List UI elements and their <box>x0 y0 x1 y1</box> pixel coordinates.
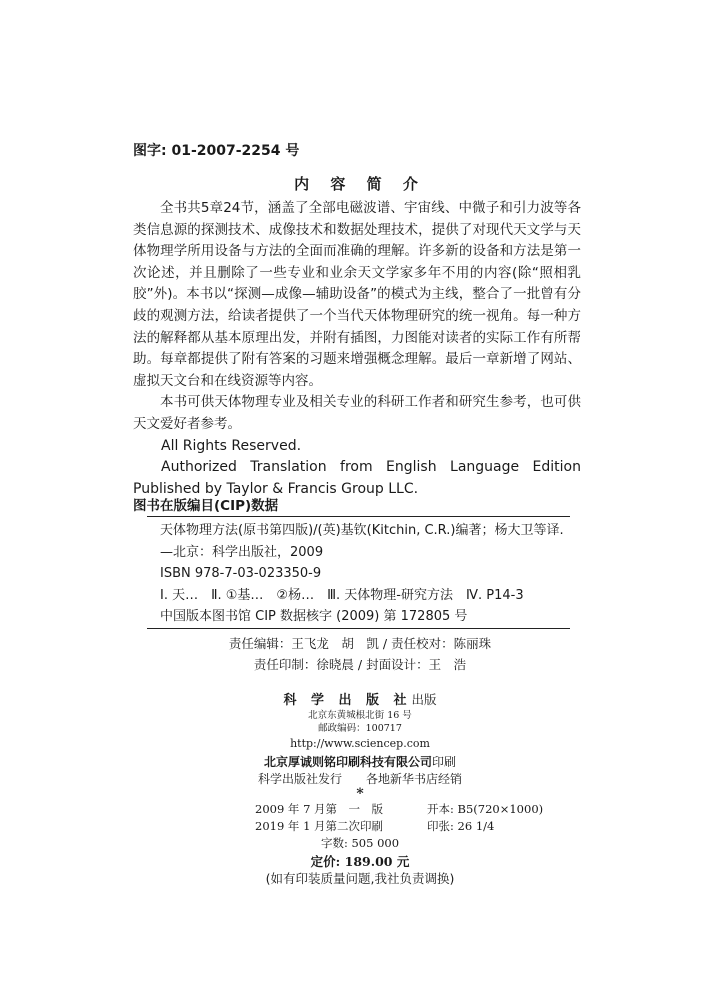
cip-line: —北京：科学出版社，2009 <box>160 544 324 560</box>
format-info: 开本: B5(720×1000) <box>427 802 544 816</box>
summary-block <box>133 198 581 500</box>
quality-note: (如有印装质量问题,我社负责调换) <box>265 871 455 886</box>
authorized-translation: Authorized Translation from English Language Edition Published by Taylor & Francis Group LLC. <box>133 459 581 497</box>
publisher-block <box>0 690 720 800</box>
rights-statement: All Rights Reserved. <box>161 437 302 454</box>
distribution-retailer: 各地新华书店经销 <box>366 772 463 786</box>
publisher-address: 北京东黄城根北街 16 号 <box>308 710 412 721</box>
publisher-name: 科 学 出 版 社 <box>283 693 412 708</box>
cip-top-rule <box>147 516 570 517</box>
cip-line: 天体物理方法(原书第四版)/(英)基钦(Kitchin, C.R.)编著；杨大卫等译. <box>160 523 564 538</box>
summary-paragraph: 全书共5章24节，涵盖了全部电磁波谱、宇宙线、中微子和引力波等各类信息源的探测技术、成像技术和数据处理技术，提供了对现代天文学与天体物理学所用设备与方法的全面而准确的理解。许多新的设备和方法是第一次论述，并且删除了一些专业和业余天文学家多年不用的内容(除“照相乳胶”外)。本书以“探测—成像—辅助设备”的模式为主线，整合了一批曾有分歧的观测方法，给读者提供了一个当代天体物理研究的统一视角。每一种方法的解释都从基本原理出发，并附有插图，力图能对读者的实际工作有所帮助。每章都提供了附有答案的习题来增强概念理解。最后一章新增了网站、虚拟天文台和在线资源等内容。 <box>133 200 581 389</box>
editors-line: 责任编辑：王飞龙 胡 凯 / 责任校对：陈丽珠 <box>228 636 492 651</box>
distribution-publisher: 科学出版社发行 <box>257 772 342 786</box>
price: 定价: 189.00 元 <box>310 854 410 869</box>
cip-line: Ⅰ. 天… Ⅱ. ①基… ②杨… Ⅲ. 天体物理-研究方法 Ⅳ. P14-3 <box>160 587 524 603</box>
cip-block <box>160 520 570 628</box>
summary-paragraph: 本书可供天体物理专业及相关专业的科研工作者和研究生参考，也可供天文爱好者参考。 <box>133 394 581 432</box>
edition-first: 2009 年 7 月第 一 版 <box>255 802 384 816</box>
cip-line: ISBN 978-7-03-023350-9 <box>160 566 322 582</box>
sheets-info: 印张: 26 1/4 <box>427 819 495 833</box>
specs-block <box>0 801 720 886</box>
registration-number: 图字: 01-2007-2254 号 <box>133 143 300 159</box>
cip-line: 中国版本图书馆 CIP 数据核字 (2009) 第 172805 号 <box>160 609 468 625</box>
printer-suffix: 印刷 <box>432 755 457 769</box>
edition-second: 2019 年 1 月第二次印刷 <box>255 819 384 833</box>
cip-bottom-rule <box>147 628 570 629</box>
publisher-url: http://www.sciencep.com <box>290 737 430 750</box>
publisher-postcode: 邮政编码：100717 <box>318 723 402 734</box>
editors-line: 责任印制：徐晓晨 / 封面设计：王 浩 <box>253 657 467 672</box>
word-count: 字数: 505 000 <box>320 836 400 850</box>
printer-name: 北京厚诚则铭印刷科技有限公司 <box>263 755 432 769</box>
editors-block <box>0 633 720 675</box>
separator-star: * <box>356 786 364 802</box>
cip-heading: 图书在版编目(CIP)数据 <box>133 498 279 514</box>
summary-title: 内 容 简 介 <box>294 175 426 193</box>
publisher-name-suffix: 出版 <box>411 692 437 707</box>
